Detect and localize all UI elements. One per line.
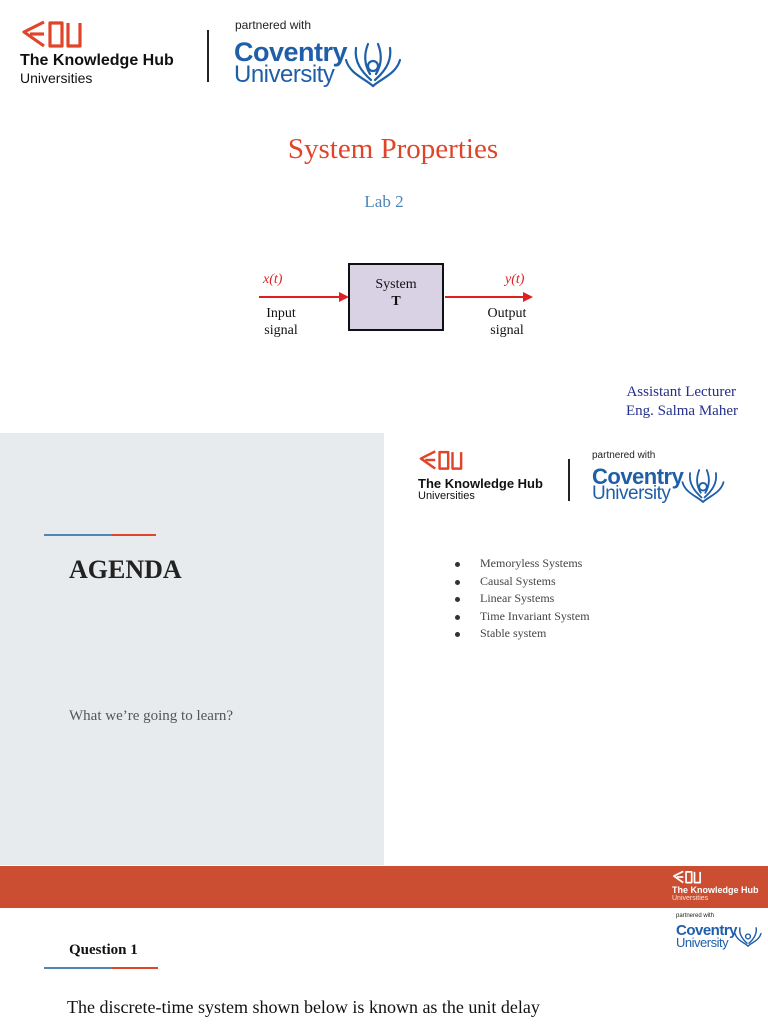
knowledge-hub-sub: Universities	[418, 490, 475, 502]
accent-line-orange	[112, 967, 158, 969]
agenda-item-label: Causal Systems	[480, 573, 556, 588]
university-wordmark: University	[234, 61, 335, 88]
bullet-icon	[455, 615, 460, 620]
agenda-subtitle: What we’re going to learn?	[69, 708, 234, 724]
knowledge-hub-name: The Knowledge Hub	[418, 476, 543, 491]
input-label-line1: Input	[266, 306, 296, 321]
bullet-icon	[455, 562, 460, 567]
knowledge-hub-logo-icon	[672, 870, 702, 884]
accent-line-blue	[44, 967, 112, 969]
accent-line-orange	[112, 534, 156, 536]
knowledge-hub-logo-icon	[418, 449, 464, 471]
coventry-wordmark: Coventry	[676, 922, 738, 939]
lecturer-name: Eng. Salma Maher	[625, 403, 738, 419]
agenda-item-label: Linear Systems	[480, 591, 555, 605]
system-block-label: System	[375, 277, 417, 292]
agenda-item-label: Stable system	[480, 626, 547, 640]
system-block-symbol: T	[391, 294, 401, 309]
partnered-with-label: partnered with	[235, 18, 312, 32]
header-bar	[0, 866, 768, 908]
slide-title: System Properties	[287, 133, 499, 165]
agenda-item-label: Time Invariant System	[480, 608, 590, 623]
bullet-icon	[455, 597, 460, 602]
input-label-line2: signal	[264, 323, 298, 338]
agenda-panel	[0, 433, 384, 865]
agenda-item-label: Memoryless Systems	[480, 556, 583, 570]
agenda-title: AGENDA	[69, 555, 182, 584]
list-item	[452, 625, 752, 643]
knowledge-hub-logo-icon	[20, 20, 84, 48]
knowledge-hub-name: The Knowledge Hub	[672, 885, 759, 895]
question-text: The discrete-time system shown below is known as the unit delay	[67, 997, 540, 1017]
system-diagram	[255, 260, 545, 345]
slide-1	[0, 0, 768, 432]
question-title: Question 1	[69, 942, 138, 958]
phoenix-emblem-icon	[344, 40, 402, 90]
lab-subtitle: Lab 2	[364, 192, 404, 211]
output-label-line1: Output	[487, 306, 527, 321]
list-item	[452, 590, 752, 608]
list-item	[452, 608, 752, 626]
phoenix-emblem-icon	[734, 924, 762, 948]
knowledge-hub-sub: Universities	[672, 895, 709, 902]
logo-divider	[207, 30, 209, 82]
bullet-icon	[455, 580, 460, 585]
partnered-with-label: partnered with	[592, 450, 656, 461]
logo-banner-2	[410, 443, 732, 508]
university-wordmark: University	[592, 483, 671, 504]
output-variable: y(t)	[505, 272, 525, 287]
coventry-wordmark: Coventry	[592, 464, 684, 489]
input-variable: x(t)	[263, 272, 283, 287]
partnered-with-label: partnered with	[676, 913, 715, 919]
knowledge-hub-name: The Knowledge Hub	[20, 52, 174, 69]
output-label-line2: signal	[490, 323, 524, 338]
university-wordmark: University	[676, 935, 729, 950]
lecturer-role: Assistant Lecturer	[626, 384, 736, 400]
coventry-wordmark: Coventry	[234, 37, 348, 67]
bullet-icon	[455, 632, 460, 637]
logo-banner	[10, 10, 410, 92]
accent-line-blue	[44, 534, 112, 536]
knowledge-hub-sub: Universities	[20, 70, 93, 86]
list-item	[452, 555, 752, 573]
coventry-logo-small	[672, 910, 764, 954]
list-item	[452, 573, 752, 591]
agenda-list	[452, 555, 752, 643]
phoenix-emblem-icon	[680, 467, 726, 505]
logo-divider	[568, 459, 570, 501]
